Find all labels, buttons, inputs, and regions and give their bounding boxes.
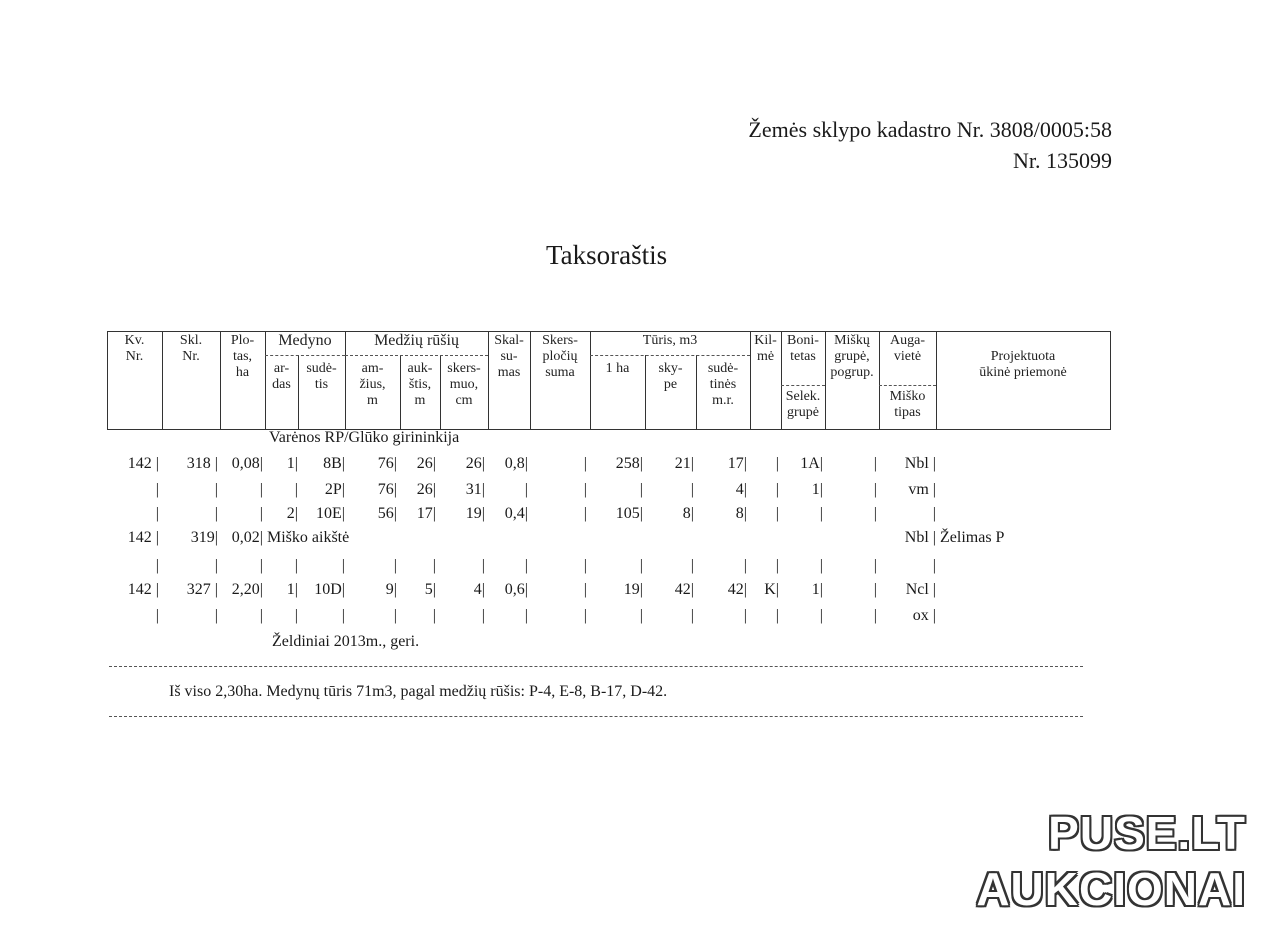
table-top-border [107,331,1111,332]
header-amzius [345,361,400,409]
cell-turis-sklype: 21| [674,455,694,472]
cell-plotas: 0,02| [231,529,263,546]
subheader-dash [879,385,936,386]
cell-skalsumas: 0,8| [504,455,528,472]
cell-amzius: | [393,607,397,624]
taxation-table [107,331,1111,731]
cell-skersmuo: 26| [465,455,485,472]
cell-kv: 142 | [127,455,159,472]
page-title: Taksoraštis [546,240,668,270]
cell-skersmuo: | [481,607,485,624]
cell-misku: | [873,581,877,598]
cell-sudetis: 10D| [314,581,345,598]
header-text: Nr. [125,349,144,364]
cell-turis-sudetines: 4| [735,481,747,498]
cell-skersploc: | [583,455,587,472]
cell-plotas: | [259,607,263,624]
cell-amzius: 9| [385,581,397,598]
header-text: žius, [359,377,386,392]
cell-skersploc: | [583,557,587,574]
header-text: suma [545,365,575,380]
cell-plotas: | [259,505,263,522]
header-text: ūkinė priemonė [979,365,1067,380]
cell-amzius: 56| [377,505,397,522]
header-text: Skal- [494,333,524,348]
header-text: m.r. [712,393,734,408]
summary-rule-top [109,666,1083,667]
cell-amzius: 76| [377,455,397,472]
cell-misku: | [873,557,877,574]
cell-aukstis: 26| [416,455,436,472]
cell-turis-sklype: 8| [682,505,694,522]
cell-turis-sklype: | [690,557,694,574]
header-text: mas [497,365,521,380]
cell-skersploc: | [583,481,587,498]
header-text: sudė- [707,361,739,376]
header-text: grupė, [834,349,870,364]
watermark-puse: PUSE.LT [1048,807,1246,859]
cell-priemone: Želimas P [940,529,1005,546]
cell-plotas: | [259,557,263,574]
header-kilme [750,333,781,365]
cell-sudetis: 2P| [324,481,345,498]
cell-sudetis: 8B| [323,455,345,472]
header-text: m [414,393,426,408]
cell-misku: | [873,505,877,522]
cell-skl: | [214,481,218,498]
header-text: su- [500,349,518,364]
cell-skersploc: | [583,505,587,522]
cell-skalsumas: 0,4| [504,505,528,522]
cell-kv: | [155,607,159,624]
cell-augaviete: vm | [908,481,936,498]
watermark-aukcionai: AUKCIONAI [976,863,1246,915]
header-misku [825,333,879,381]
cell-turis-sudetines: | [743,557,747,574]
header-turis-1ha: 1 ha [605,361,630,376]
cell-plotas: 0,08| [231,455,263,472]
cell-kilme: | [775,455,779,472]
cell-skl: 318 | [186,455,218,472]
header-text: muo, [449,377,479,392]
cell-turis-sudetines: 8| [735,505,747,522]
cell-bonitetas: 1| [811,481,823,498]
cell-turis-1ha: 19| [623,581,643,598]
cell-augaviete: Ncl | [905,581,936,598]
cell-aukstis: 26| [416,481,436,498]
header-ardas [265,361,298,393]
cell-sudetis: | [341,607,345,624]
cell-kilme: | [775,557,779,574]
cell-turis-sudetines: 17| [727,455,747,472]
cell-aukstis: | [432,607,436,624]
header-text: pogrup. [830,365,874,380]
cell-kv: 142 | [127,529,159,546]
header-text: grupė [787,405,819,420]
header-text: tetas [790,349,816,364]
header-text: Nr. [182,349,200,364]
note-zeldiniai: Želdiniai 2013m., geri. [272,633,420,650]
header-medziu-rusiu: Medžių rūšių [374,332,459,349]
header-text: Auga- [890,333,925,348]
header-text: mė [756,349,775,364]
header-text: vietė [893,349,922,364]
cell-skl: 319| [190,529,218,546]
subheader-dash [345,355,488,356]
header-sudetis [298,361,345,393]
cell-ardas: | [294,607,298,624]
header-text: Kil- [754,333,777,348]
col-sep [1110,331,1111,429]
header-text: Miškų [834,333,870,348]
header-text: sky- [658,361,683,376]
cell-skersmuo: | [481,557,485,574]
header-text: tis [314,377,329,392]
cell-ardas: 2| [286,505,298,522]
cell-ardas: | [294,557,298,574]
summary-line: Iš viso 2,30ha. Medynų tūris 71m3, pagal medžių rūšis: P-4, E-8, B-17, D-42. [169,683,668,700]
header-text: Plo- [230,333,255,348]
cell-skalsumas: | [524,557,528,574]
header-misko-tipas [879,389,936,421]
cell-bonitetas: | [819,557,823,574]
header-skalsumas [488,333,530,381]
header-text: pločių [542,349,578,364]
cell-kilme: | [775,505,779,522]
header-text: tinės [709,377,737,392]
header-selek [781,389,825,421]
cell-skersploc: | [583,581,587,598]
cell-skl: | [214,557,218,574]
cell-skersploc: | [583,607,587,624]
cell-plotas: 2,20| [231,581,263,598]
header-medyno: Medyno [278,332,332,349]
cell-kilme: K| [764,581,779,598]
header-text: sudė- [306,361,337,376]
cell-aukstis: 5| [424,581,436,598]
cell-skl: | [214,607,218,624]
cell-skersmuo: 19| [465,505,485,522]
header-turis-sklype [645,361,696,393]
header-text: pe [663,377,678,392]
cell-kv: | [155,557,159,574]
cell-ardas: | [294,481,298,498]
header-text: Kv. [124,333,145,348]
cell-turis-sklype: | [690,481,694,498]
header-text: tas, [232,349,253,364]
cell-skersmuo: 31| [465,481,485,498]
cell-skalsumas: 0,6| [504,581,528,598]
header-text: Miško [889,389,926,404]
cell-amzius: | [393,557,397,574]
header-text: auk- [407,361,433,376]
cell-turis-sudetines: 42| [727,581,747,598]
cell-turis-sudetines: | [743,607,747,624]
cell-sudetis: | [341,557,345,574]
header-text: ha [235,365,250,380]
cell-turis-1ha: 258| [615,455,643,472]
header-kv [107,333,162,365]
cell-turis-sklype: | [690,607,694,624]
section-label: Varėnos RP/Glūko girininkija [269,429,460,446]
subheader-dash [781,385,825,386]
cell-misko-aikste: Miško aikštė [267,529,350,546]
subheader-dash [265,355,345,356]
header-turis-sudetines [696,361,750,409]
cell-misku: | [873,455,877,472]
header-text: Skers- [542,333,578,348]
header-text: skers- [447,361,481,376]
cell-augaviete: | [932,557,936,574]
cell-kv: | [155,505,159,522]
cell-skalsumas: | [524,607,528,624]
header-aukstis [400,361,440,409]
header-text: tipas [894,405,921,420]
cell-augaviete: Nbl | [904,529,936,546]
summary-rule-bottom [109,716,1083,717]
cell-sudetis: 10E| [316,505,345,522]
cell-kilme: | [775,481,779,498]
cell-bonitetas: 1| [811,581,823,598]
cell-augaviete: ox | [912,607,936,624]
header-text: das [272,377,291,392]
cell-plotas: | [259,481,263,498]
header-text: Boni- [787,333,819,348]
cell-bonitetas: | [819,607,823,624]
header-text: Skl. [179,333,203,348]
document-number: Nr. 135099 [1013,148,1112,173]
cell-ardas: 1| [286,581,298,598]
cell-aukstis: 17| [416,505,436,522]
cell-kv: 142 | [127,581,159,598]
cell-augaviete: Nbl | [904,455,936,472]
header-skersmuo [440,361,488,409]
header-skersploc [530,333,590,381]
cell-augaviete: | [932,505,936,522]
header-text: Projektuota [990,349,1056,364]
header-bottom-border [107,429,1111,430]
cell-skl: 327 | [186,581,218,598]
header-text: štis, [408,377,432,392]
header-turis: Tūris, m3 [642,333,698,348]
cell-ardas: 1| [286,455,298,472]
cell-skalsumas: | [524,481,528,498]
header-text: cm [455,393,473,408]
cell-kv: | [155,481,159,498]
cell-misku: | [873,607,877,624]
header-priemone [936,349,1110,381]
cell-turis-1ha: 105| [615,505,643,522]
cell-turis-1ha: | [639,481,643,498]
cell-bonitetas: | [819,505,823,522]
header-bonitetas [781,333,825,365]
header-text: am- [361,361,384,376]
header-text: m [367,393,378,408]
cell-skersmuo: 4| [473,581,485,598]
header-text: ar- [273,361,290,376]
cell-misku: | [873,481,877,498]
subheader-dash [590,355,750,356]
cell-bonitetas: 1A| [800,455,823,472]
cell-aukstis: | [432,557,436,574]
cell-turis-1ha: | [639,607,643,624]
cell-turis-sklype: 42| [674,581,694,598]
header-text: Selek. [785,389,821,404]
cell-kilme: | [775,607,779,624]
header-plotas [220,333,265,381]
cadastre-number: Žemės sklypo kadastro Nr. 3808/0005:58 [748,117,1112,142]
cell-turis-1ha: | [639,557,643,574]
cell-skl: | [214,505,218,522]
header-skl [162,333,220,365]
header-augaviete [879,333,936,365]
cell-amzius: 76| [377,481,397,498]
